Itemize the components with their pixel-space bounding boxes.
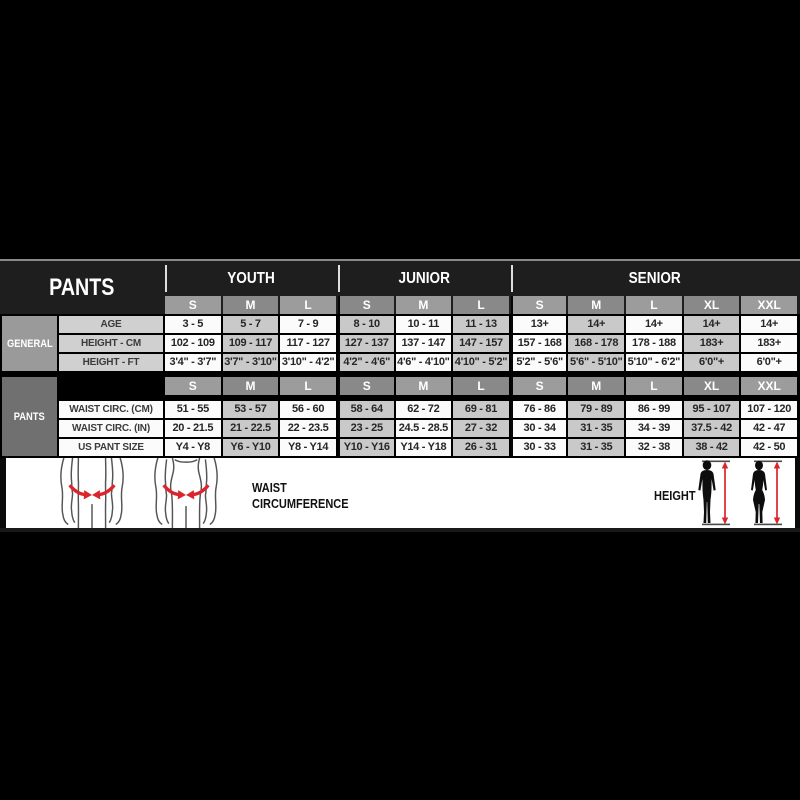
size-header-s: S [511,377,567,395]
waist-measure-illustration-female [144,458,228,528]
data-cell: 21 - 22.5 [223,420,279,437]
size-header-m: M [223,377,279,395]
table-bottom-border [0,528,800,532]
waist-measure-illustration-male [50,458,134,528]
table-row [59,420,797,437]
data-cell: 14+ [626,316,682,333]
data-cell: Y14 - Y18 [396,439,452,456]
data-cell: 6'0"+ [741,354,797,371]
data-cell: 127 - 137 [338,335,394,352]
data-cell: 24.5 - 28.5 [396,420,452,437]
size-header-xl: XL [684,296,740,314]
row-label: WAIST CIRC. (IN) [59,420,163,437]
section-label-general [2,316,57,371]
row-label: HEIGHT - CM [59,335,163,352]
size-header-m: M [568,296,624,314]
data-cell: 13+ [511,316,567,333]
size-header-m: M [223,296,279,314]
data-cell: 183+ [741,335,797,352]
header-grid [0,261,797,314]
data-cell: 5'10" - 6'2" [626,354,682,371]
data-cell: 147 - 157 [453,335,509,352]
pants-size-chart [0,259,800,532]
waist-arrows-icon [70,485,115,499]
height-label: HEIGHT [654,489,696,503]
section-general [0,316,800,371]
size-header-l: L [280,377,336,395]
group-header-senior [511,265,797,292]
data-cell: 30 - 34 [511,420,567,437]
female-silhouette-icon [751,461,767,523]
data-cell: 8 - 10 [338,316,394,333]
data-cell: 4'6" - 4'10" [396,354,452,371]
section-label-text: PANTS [14,410,45,423]
size-header-xxl: XXL [741,296,797,314]
data-cell: 58 - 64 [338,401,394,418]
data-cell: 42 - 47 [741,420,797,437]
data-cell: 7 - 9 [280,316,336,333]
group-label: JUNIOR [398,269,451,287]
size-header-m: M [568,377,624,395]
waist-circumference-label: WAIST CIRCUMFERENCE [252,481,349,512]
size-header-m: M [396,296,452,314]
size-header-l: L [626,296,682,314]
size-header-xl: XL [684,377,740,395]
data-cell: 3 - 5 [165,316,221,333]
table-row [59,401,797,418]
data-cell: 4'10" - 5'2" [453,354,509,371]
data-cell: 27 - 32 [453,420,509,437]
data-cell: 4'2" - 4'6" [338,354,394,371]
size-header-l: L [280,296,336,314]
data-cell: Y4 - Y8 [165,439,221,456]
data-cell: 14+ [741,316,797,333]
data-cell: 5 - 7 [223,316,279,333]
group-label: SENIOR [628,269,681,287]
height-arrow-icon [722,462,728,525]
data-cell: 23 - 25 [338,420,394,437]
data-cell: 11 - 13 [453,316,509,333]
data-cell: 56 - 60 [280,401,336,418]
data-cell: 31 - 35 [568,420,624,437]
chart-title-cell [0,261,163,314]
chart-title: PANTS [48,273,115,301]
height-arrow-icon [774,462,780,525]
data-cell: 3'4" - 3'7" [165,354,221,371]
general-rows [59,316,797,371]
data-cell: Y8 - Y14 [280,439,336,456]
data-cell: 14+ [684,316,740,333]
data-cell: 117 - 127 [280,335,336,352]
data-cell: 34 - 39 [626,420,682,437]
table-row [59,335,797,352]
data-cell: 51 - 55 [165,401,221,418]
data-cell: 30 - 33 [511,439,567,456]
data-cell: 168 - 178 [568,335,624,352]
data-cell: 3'7" - 3'10" [223,354,279,371]
data-cell: 76 - 86 [511,401,567,418]
data-cell: 5'6" - 5'10" [568,354,624,371]
data-cell: 38 - 42 [684,439,740,456]
data-cell: 178 - 188 [626,335,682,352]
data-cell: 14+ [568,316,624,333]
size-header-l: L [626,377,682,395]
row-label: AGE [59,316,163,333]
group-label: YOUTH [227,269,276,287]
data-cell: Y6 - Y10 [223,439,279,456]
size-header-s: S [511,296,567,314]
section-label-text: GENERAL [6,337,53,350]
section-pants [0,377,800,456]
table-header [0,261,800,314]
data-cell: 86 - 99 [626,401,682,418]
data-cell: 6'0"+ [684,354,740,371]
size-row-spacer [59,377,163,395]
row-label: US PANT SIZE [59,439,163,456]
data-cell: 102 - 109 [165,335,221,352]
size-header-s: S [338,377,394,395]
data-cell: 42 - 50 [741,439,797,456]
table-row [59,354,797,371]
size-header-xxl: XXL [741,377,797,395]
pants-rows [59,401,797,456]
table-row [59,316,797,333]
group-header-junior [338,265,509,292]
data-cell: 37.5 - 42 [684,420,740,437]
data-cell: 10 - 11 [396,316,452,333]
row-label: WAIST CIRC. (CM) [59,401,163,418]
group-header-youth [165,265,336,292]
data-cell: 53 - 57 [223,401,279,418]
size-header-s: S [165,377,221,395]
size-header-m: M [396,377,452,395]
data-cell: 5'2" - 5'6" [511,354,567,371]
pants-size-header-row [59,377,797,395]
table-row [59,439,797,456]
size-header-s: S [338,296,394,314]
data-cell: 95 - 107 [684,401,740,418]
data-cell: 69 - 81 [453,401,509,418]
measurement-legend [0,458,800,528]
male-height-figure [694,460,734,526]
data-cell: 3'10" - 4'2" [280,354,336,371]
data-cell: 26 - 31 [453,439,509,456]
size-header-s: S [165,296,221,314]
data-cell: 109 - 117 [223,335,279,352]
data-cell: 107 - 120 [741,401,797,418]
data-cell: 32 - 38 [626,439,682,456]
male-silhouette-icon [698,460,715,523]
data-cell: 79 - 89 [568,401,624,418]
data-cell: 157 - 168 [511,335,567,352]
data-cell: 62 - 72 [396,401,452,418]
data-cell: 22 - 23.5 [280,420,336,437]
size-header-l: L [453,377,509,395]
data-cell: 20 - 21.5 [165,420,221,437]
data-cell: 183+ [684,335,740,352]
data-cell: 137 - 147 [396,335,452,352]
row-label: HEIGHT - FT [59,354,163,371]
data-cell: 31 - 35 [568,439,624,456]
section-label-pants [2,377,57,456]
data-cell: Y10 - Y16 [338,439,394,456]
size-header-l: L [453,296,509,314]
female-height-figure [746,460,786,526]
